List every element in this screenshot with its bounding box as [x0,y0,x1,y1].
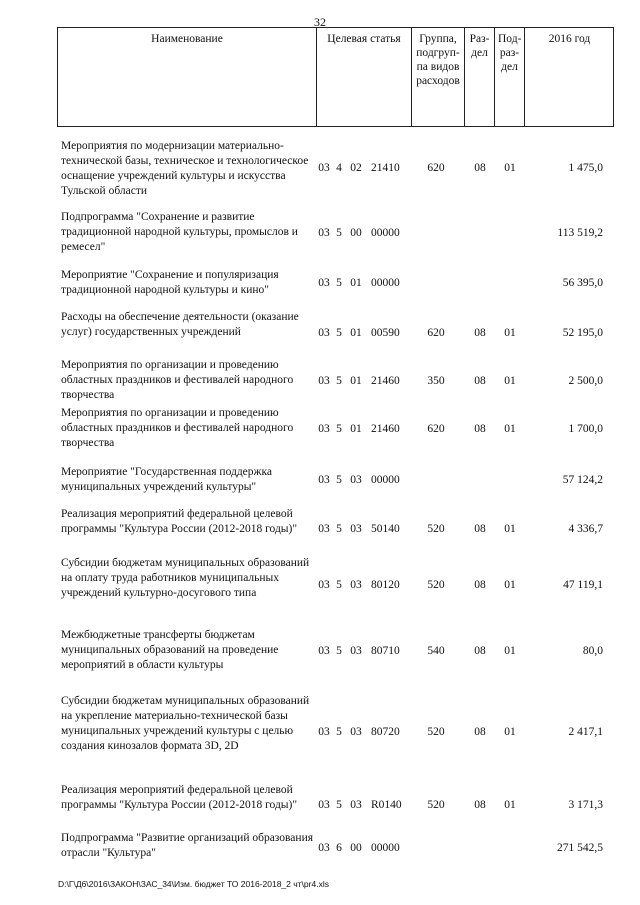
row-program: 03 [318,327,330,339]
row-amount: 1 475,0 [568,162,603,174]
row-subsection: 01 [504,423,516,435]
row-name: Мероприятия по модернизации материально-технической базы, техническое и технологическое оснащение учреждений культуры и искусства Тульской области [61,140,309,197]
row-direction: 21460 [371,375,400,387]
row-amount: 47 119,1 [563,579,603,591]
row-amount: 4 336,7 [568,523,603,535]
page-number: 32 [314,15,326,29]
row-section: 08 [474,579,486,591]
row-program: 03 [318,645,330,657]
row-amount: 271 542,5 [557,842,603,854]
row-amount: 3 171,3 [568,799,603,811]
row-program: 03 [318,423,330,435]
row-subsection: 01 [504,799,516,811]
header-target: Целевая статья [316,28,411,126]
row-measure: 01 [350,277,362,289]
row-group: 620 [427,327,445,339]
row-subprogram: 4 [336,162,342,174]
row-section: 08 [474,327,486,339]
row-subsection: 01 [504,375,516,387]
row-direction: 00000 [371,277,400,289]
row-subprogram: 5 [336,327,342,339]
row-measure: 00 [350,227,362,239]
row-subprogram: 5 [336,799,342,811]
row-name: Реализация мероприятий федеральной целевой программы "Культура России (2012-2018 годы)" [61,508,298,535]
row-program: 03 [318,474,330,486]
row-section: 08 [474,799,486,811]
row-subsection: 01 [504,162,516,174]
row-name: Подпрограмма "Развитие организаций образования отрасли "Культура" [61,832,314,859]
row-measure: 03 [350,579,362,591]
row-subsection: 01 [504,645,516,657]
row-section: 08 [474,375,486,387]
row-name: Мероприятие "Сохранение и популяризация традиционной народной культуры и кино" [61,269,279,296]
row-section: 08 [474,645,486,657]
row-program: 03 [318,726,330,738]
row-direction: 00000 [371,474,400,486]
row-name: Субсидии бюджетам муниципальных образований на укрепление материально-технической базы муниципальных учреждений культуры с целью создания кинозалов формата 3D, 2D [61,695,310,752]
row-program: 03 [318,523,330,535]
row-name: Мероприятия по организации и проведению областных праздников и фестивалей народного творчества [61,359,294,401]
row-direction: 80120 [371,579,400,591]
row-measure: 01 [350,375,362,387]
row-group: 520 [427,523,445,535]
row-group: 350 [427,375,445,387]
row-name: Расходы на обеспечение деятельности (оказание услуг) государственных учреждений [61,311,299,338]
row-subprogram: 5 [336,523,342,535]
row-direction: 21410 [371,162,400,174]
row-subprogram: 6 [336,842,342,854]
row-direction: 80720 [371,726,400,738]
row-name: Мероприятие "Государственная поддержка муниципальных учреждений культуры" [61,466,273,493]
header-name: Наименование [151,33,223,45]
row-direction: R0140 [371,799,402,811]
row-program: 03 [318,277,330,289]
row-measure: 01 [350,423,362,435]
header-section: Раз-дел [464,28,494,126]
row-group: 620 [427,423,445,435]
row-name: Реализация мероприятий федеральной целевой программы "Культура России (2012-2018 годы)" [61,784,298,811]
row-direction: 00000 [371,227,400,239]
row-subprogram: 5 [336,375,342,387]
row-amount: 52 195,0 [562,327,603,339]
row-section: 08 [474,423,486,435]
row-direction: 00590 [371,327,400,339]
row-section: 08 [474,523,486,535]
row-amount: 56 395,0 [562,277,603,289]
row-amount: 57 124,2 [562,474,603,486]
row-measure: 00 [350,842,362,854]
row-direction: 80710 [371,645,400,657]
row-group: 520 [427,579,445,591]
row-direction: 21460 [371,423,400,435]
row-subsection: 01 [504,579,516,591]
row-amount: 1 700,0 [568,423,603,435]
row-amount: 2 417,1 [568,726,603,738]
row-measure: 03 [350,523,362,535]
row-program: 03 [318,162,330,174]
header-group: Группа, подгруп-па видов расходов [411,28,464,126]
row-name: Межбюджетные трансферты бюджетам муниципальных образований на проведение мероприятий в области культуры [61,629,279,671]
row-subprogram: 5 [336,645,342,657]
header-subsection: Под-раз-дел [494,28,524,126]
row-measure: 02 [350,162,362,174]
row-amount: 2 500,0 [568,375,603,387]
row-program: 03 [318,227,330,239]
row-subprogram: 5 [336,227,342,239]
row-measure: 03 [350,726,362,738]
row-measure: 03 [350,799,362,811]
row-section: 08 [474,726,486,738]
row-program: 03 [318,375,330,387]
row-name: Подпрограмма "Сохранение и развитие традиционной народной культуры, промыслов и ремесел" [61,211,298,253]
row-name: Мероприятия по организации и проведению областных праздников и фестивалей народного творчества [61,407,294,449]
row-subprogram: 5 [336,726,342,738]
row-program: 03 [318,842,330,854]
row-amount: 113 519,2 [557,227,603,239]
row-group: 520 [427,799,445,811]
row-amount: 80,0 [582,645,603,657]
row-direction: 50140 [371,523,400,535]
row-name: Субсидии бюджетам муниципальных образований на оплату труда работников муниципальных учреждений культурно-досугового типа [61,557,310,599]
row-direction: 00000 [371,842,400,854]
row-program: 03 [318,799,330,811]
row-group: 540 [427,645,445,657]
table-header [57,27,614,127]
row-measure: 03 [350,474,362,486]
row-measure: 03 [350,645,362,657]
row-section: 08 [474,162,486,174]
row-group: 620 [427,162,445,174]
file-path-footer: D:\Г\Д6\2016\ЗАКОН\ЗАС_34\Изм. бюджет ТО 2016-2018_2 чт\pr4.xls [58,879,329,889]
row-subsection: 01 [504,327,516,339]
row-subprogram: 5 [336,277,342,289]
row-subprogram: 5 [336,474,342,486]
row-subprogram: 5 [336,579,342,591]
row-subprogram: 5 [336,423,342,435]
row-program: 03 [318,579,330,591]
row-subsection: 01 [504,523,516,535]
row-measure: 01 [350,327,362,339]
header-year: 2016 год [524,28,614,126]
row-subsection: 01 [504,726,516,738]
row-group: 520 [427,726,445,738]
